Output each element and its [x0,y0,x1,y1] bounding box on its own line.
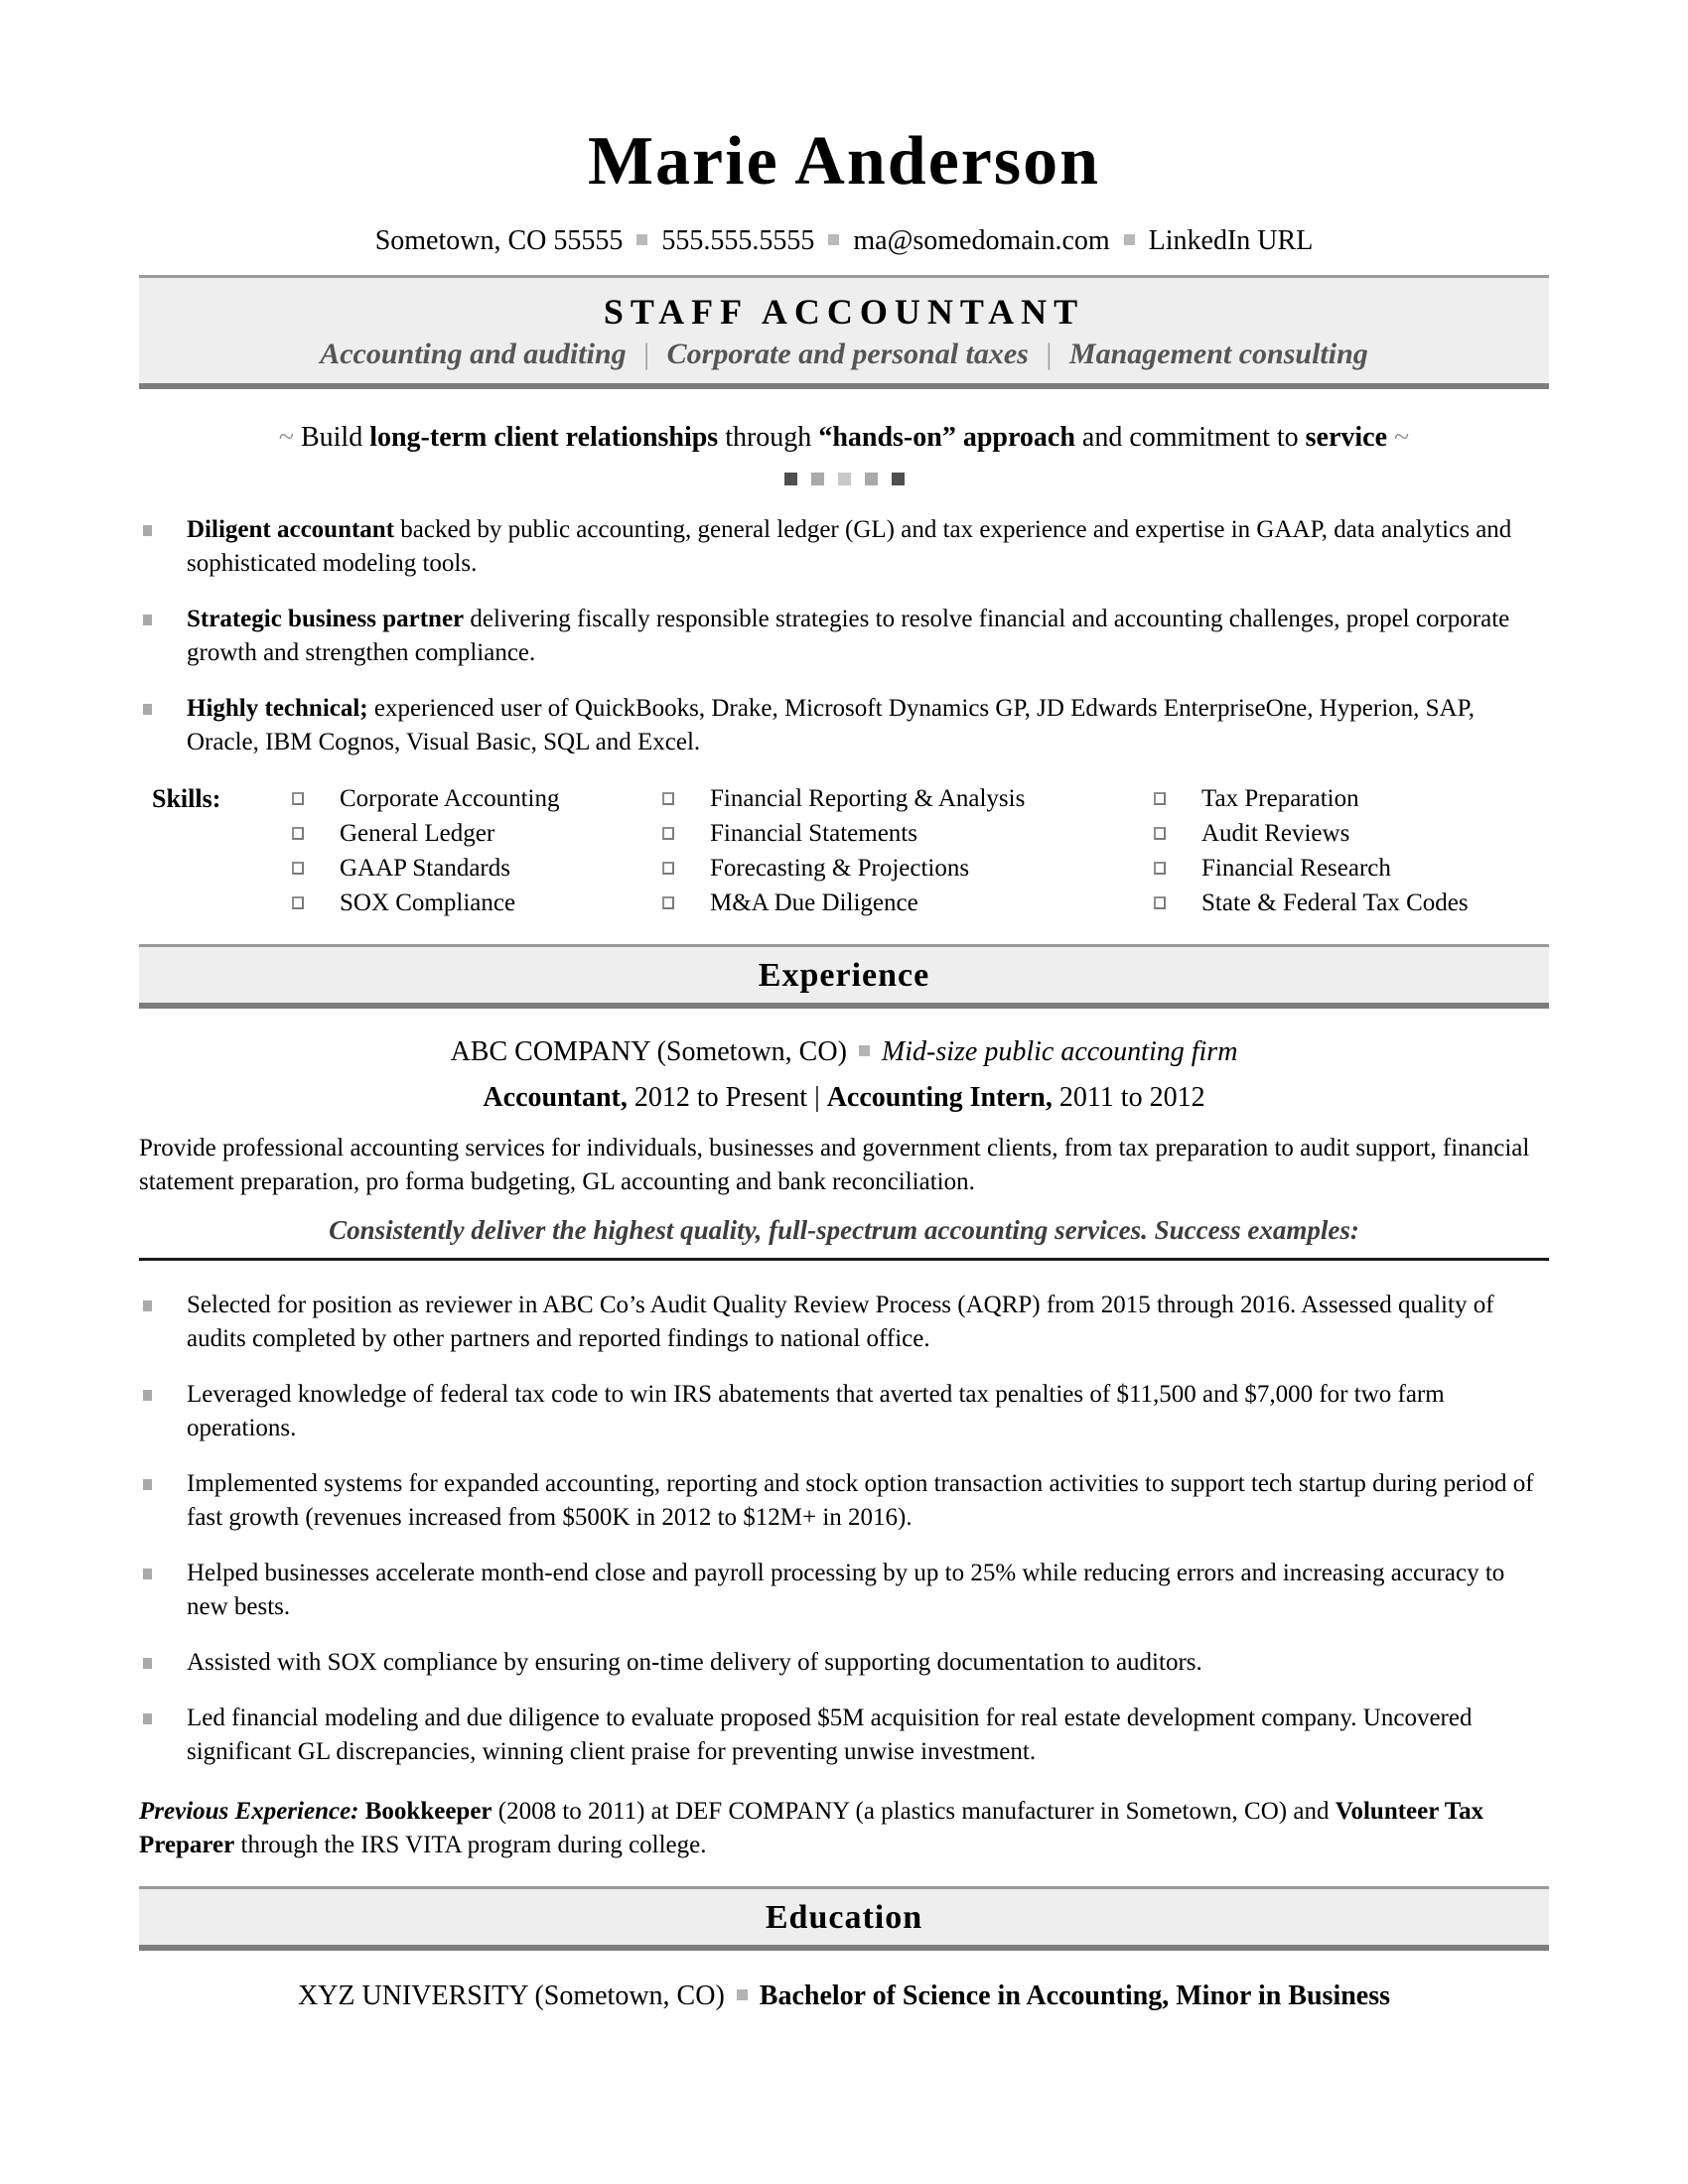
role-secondary: Accounting Intern, [826,1082,1053,1113]
skills-column-3 [1154,781,1549,920]
school-name: XYZ UNIVERSITY (Sometown, CO) [297,1980,725,2011]
role-primary: Accountant, [483,1082,628,1113]
skill-label: Corporate Accounting [340,785,560,812]
skill-item [662,781,1154,816]
company-line [139,1032,1549,1072]
bullet-lead: Highly technical; [187,695,368,722]
decor-square-icon [811,473,824,485]
previous-experience-segment: Previous Experience: [139,1798,359,1825]
profile-bullet: Highly technical; experienced user of QuickBooks, Drake, Microsoft Dynamics GP, JD Edwards EnterpriseOne, Hyperion, SAP, Oracle, IBM Cognos, Visual Basic, SQL and Excel. [139,692,1549,759]
success-heading: Consistently deliver the highest quality, full-spectrum accounting services. Success examples: [139,1211,1549,1261]
skill-item [292,886,662,920]
square-separator-icon [828,234,839,245]
roles-separator: | [814,1082,827,1113]
skills-label: Skills: [152,784,221,813]
skill-label: General Ledger [340,820,495,847]
role-secondary-dates: 2011 to 2012 [1052,1082,1205,1113]
open-square-bullet-icon [662,896,674,909]
bullet-marker-icon [143,614,152,625]
contact-line [139,223,1549,259]
skill-label: M&A Due Diligence [710,889,918,916]
skill-item [662,816,1154,851]
education-section-banner [139,1886,1549,1951]
experience-bullet: Led financial modeling and due diligence to evaluate proposed $5M acquisition for real estate development company. Uncovered significant GL discrepancies, winning client praise for preventing unwise investment. [139,1702,1549,1769]
skill-label: Tax Preparation [1201,785,1359,812]
title-banner [139,275,1549,389]
skill-item [1154,781,1549,816]
bullet-marker-icon [143,704,152,715]
previous-experience-segment: (2008 to 2011) at DEF COMPANY (a plastics manufacturer in Sometown, CO) and [492,1798,1336,1825]
tagline [139,419,1549,457]
decor-square-icon [784,473,797,485]
bullet-marker-icon [143,1390,152,1401]
tagline-segment: ~ [278,422,301,453]
decor-square-icon [892,473,905,485]
contact-item[interactable]: LinkedIn URL [1148,225,1314,256]
skill-label: GAAP Standards [340,855,510,882]
experience-section-title: Experience [758,957,930,994]
bar-separator: | [635,338,657,370]
specialty-item: Corporate and personal taxes [666,338,1029,370]
bullet-lead: Diligent accountant [187,516,395,543]
experience-bullet: Leveraged knowledge of federal tax code to win IRS abatements that averted tax penalties of $11,500 and $7,000 for two farm operations. [139,1378,1549,1445]
job-title: STAFF ACCOUNTANT [603,292,1085,332]
candidate-name: Marie Anderson [587,123,1101,200]
bullet-lead: Strategic business partner [187,606,465,632]
education-line [139,1977,1549,2016]
decor-square-icon [865,473,878,485]
skill-item [662,851,1154,886]
square-separator-icon [859,1045,870,1056]
specialty-item: Management consulting [1068,338,1368,370]
tagline-segment: ~ [1387,422,1410,453]
skills-column-1 [292,781,662,920]
role-primary-dates: 2012 to Present [627,1082,815,1113]
bullet-marker-icon [143,1569,152,1579]
open-square-bullet-icon [662,827,674,840]
open-square-bullet-icon [1154,827,1166,840]
experience-bullet: Implemented systems for expanded accounting, reporting and stock option transaction activities to support tech startup during period of fast growth (revenues increased from $500K in 2012 to $12M+ in 2016). [139,1467,1549,1535]
open-square-bullet-icon [292,862,304,875]
company-name: ABC COMPANY (Sometown, CO) [450,1036,847,1067]
specialties-line [139,336,1549,373]
bullet-marker-icon [143,1658,152,1669]
square-separator-icon [737,1989,748,2000]
tagline-segment: service [1305,422,1388,453]
open-square-bullet-icon [292,792,304,805]
bullet-marker-icon [143,1713,152,1724]
square-separator-icon [636,234,647,245]
square-separator-icon [1124,234,1135,245]
skill-item [1154,816,1549,851]
contact-item: Sometown, CO 55555 [374,225,624,256]
skill-label: Financial Reporting & Analysis [710,785,1026,812]
experience-bullet: Assisted with SOX compliance by ensuring on-time delivery of supporting documentation to auditors. [139,1646,1549,1680]
skill-label: State & Federal Tax Codes [1201,889,1469,916]
skills-column-2 [662,781,1154,920]
open-square-bullet-icon [1154,862,1166,875]
open-square-bullet-icon [1154,896,1166,909]
skill-item [1154,886,1549,920]
bullet-marker-icon [143,525,152,536]
roles-line [139,1078,1549,1118]
experience-bullet-list [139,1289,1549,1769]
skill-label: SOX Compliance [340,889,516,916]
skill-item [662,886,1154,920]
skill-item [292,816,662,851]
open-square-bullet-icon [292,827,304,840]
open-square-bullet-icon [662,862,674,875]
skills-section [139,781,1549,920]
skill-item [292,781,662,816]
skill-label: Audit Reviews [1201,820,1350,847]
open-square-bullet-icon [662,792,674,805]
contact-item[interactable]: ma@somedomain.com [853,225,1110,256]
tagline-segment: through [718,422,819,453]
experience-bullet: Helped businesses accelerate month-end close and payroll processing by up to 25% while reducing errors and increasing accuracy to new bests. [139,1557,1549,1624]
skill-label: Financial Statements [710,820,917,847]
profile-bullet-list [139,513,1549,759]
degree-name: Bachelor of Science in Accounting, Minor in Business [759,1980,1391,2011]
previous-experience-segment: Bookkeeper [364,1798,492,1825]
tagline-segment: Build [300,422,370,453]
open-square-bullet-icon [1154,792,1166,805]
experience-bullet: Selected for position as reviewer in ABC Co’s Audit Quality Review Process (AQRP) from 2015 through 2016. Assessed quality of audits completed by other partners and reported findings to national office. [139,1289,1549,1356]
skill-item [1154,851,1549,886]
tagline-segment: and commitment to [1074,422,1306,453]
specialty-item: Accounting and auditing [320,338,627,370]
company-description: Mid-size public accounting firm [881,1036,1238,1067]
experience-summary: Provide professional accounting services for individuals, businesses and government clients, from tax preparation to audit support, financial statement preparation, pro forma budgeting, GL accounting and bank reconciliation. [139,1135,1530,1195]
open-square-bullet-icon [292,896,304,909]
bar-separator: | [1038,338,1059,370]
previous-experience [139,1795,1549,1862]
contact-item: 555.555.5555 [661,225,815,256]
education-section-title: Education [765,1899,923,1936]
profile-bullet: Diligent accountant backed by public accounting, general ledger (GL) and tax experience and expertise in GAAP, data analytics and sophisticated modeling tools. [139,513,1549,581]
previous-experience-segment: through the IRS VITA program during college. [234,1832,707,1858]
decor-square-icon [838,473,851,485]
profile-bullet: Strategic business partner delivering fiscally responsible strategies to resolve financial and accounting challenges, propel corporate growth and strengthen compliance. [139,603,1549,670]
tagline-segment: “hands-on” approach [818,422,1075,453]
skill-label: Financial Research [1201,855,1391,882]
tagline-segment: long-term client relationships [369,422,719,453]
previous-experience-segment: Volunteer Tax Preparer [139,1798,1484,1858]
bullet-marker-icon [143,1479,152,1490]
decorative-squares [139,473,1549,485]
skill-item [292,851,662,886]
skill-label: Forecasting & Projections [710,855,970,882]
bullet-marker-icon [143,1300,152,1311]
experience-section-banner [139,944,1549,1009]
